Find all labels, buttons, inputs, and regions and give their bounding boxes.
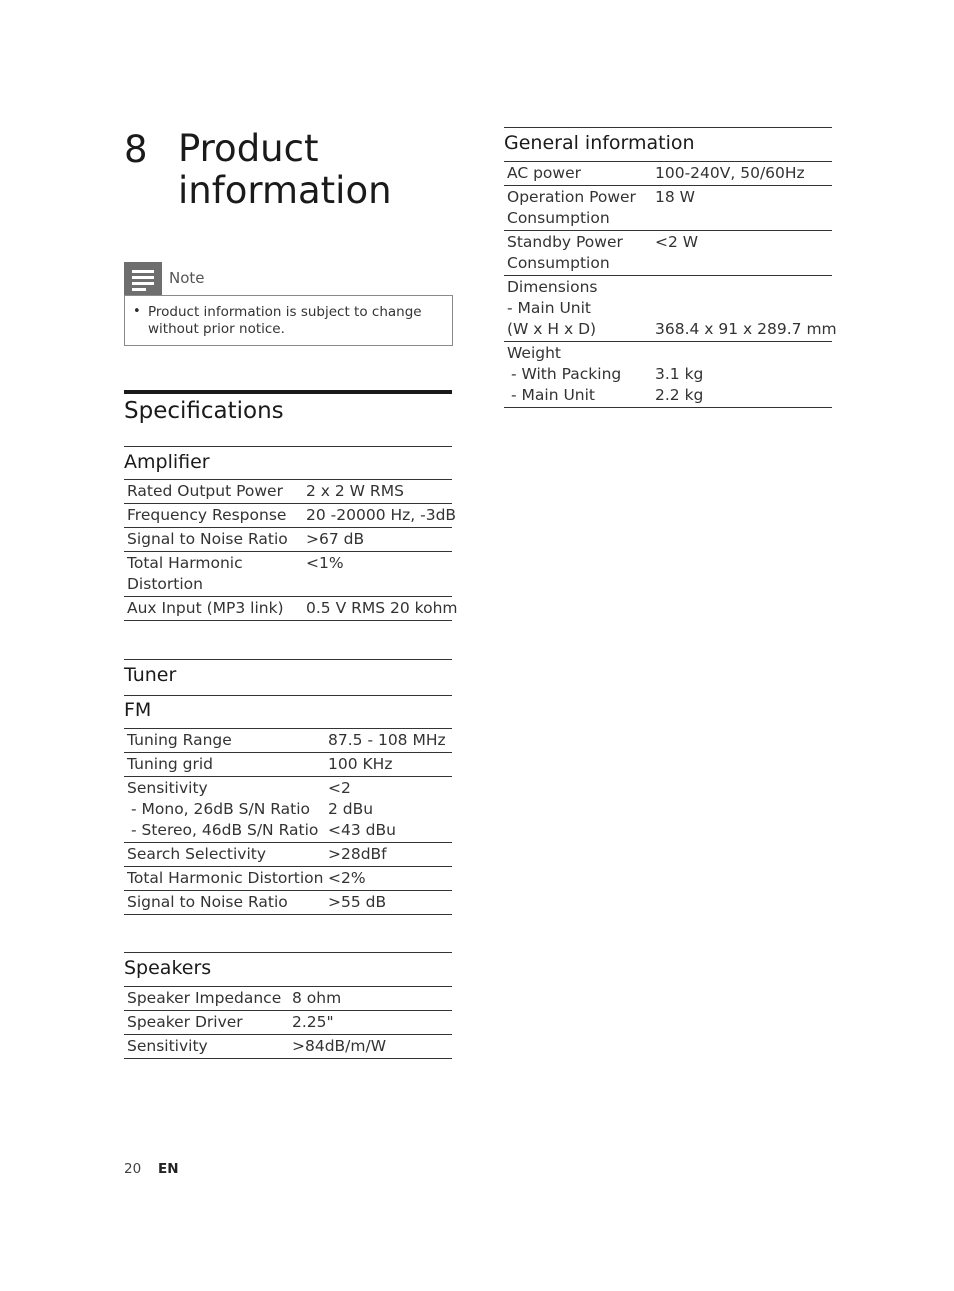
speakers-label: Sensitivity — [124, 1035, 289, 1059]
page-number: 20 — [124, 1161, 142, 1177]
amplifier-value: 0.5 V RMS 20 kohm — [303, 597, 452, 621]
general-label: AC power — [504, 162, 652, 186]
general-label: Standby Power Consumption — [504, 231, 652, 276]
speakers-heading: Speakers — [124, 952, 452, 987]
note-icon — [124, 262, 162, 296]
speakers-value: 8 ohm — [289, 987, 452, 1011]
amplifier-table — [124, 480, 458, 621]
specifications-title: Specifications — [124, 398, 284, 424]
tuner-value: >55 dB — [325, 891, 452, 915]
chapter-title — [178, 128, 478, 212]
amplifier-value: 2 x 2 W RMS — [303, 480, 452, 504]
chapter-title-line1: Product — [178, 127, 319, 170]
note-text-line1: Product information is subject to change — [148, 304, 422, 320]
note-box — [124, 295, 453, 346]
amplifier-label: Rated Output Power — [124, 480, 303, 504]
general-heading: General information — [504, 127, 832, 162]
tuner-label: Search Selectivity — [124, 843, 325, 867]
tuner-value: <2% — [325, 867, 452, 891]
table-row — [504, 342, 832, 408]
tuner-label: Tuning Range — [124, 729, 325, 753]
table-row — [124, 867, 452, 891]
table-row — [124, 552, 452, 597]
table-row — [504, 276, 832, 342]
chapter-number: 8 — [124, 128, 148, 171]
note-text — [148, 304, 438, 338]
note-bullet: • — [133, 304, 141, 319]
table-row — [124, 729, 452, 753]
chapter-title-line2: information — [178, 169, 392, 212]
table-row — [124, 480, 452, 504]
table-row — [504, 186, 832, 231]
general-label: Dimensions - Main Unit (W x H x D) — [504, 276, 652, 342]
general-value: 100-240V, 50/60Hz — [652, 162, 832, 186]
amplifier-value: 20 -20000 Hz, -3dB — [303, 504, 452, 528]
table-row — [124, 597, 452, 621]
speakers-table — [124, 987, 452, 1059]
tuner-value: 100 KHz — [325, 753, 452, 777]
note-label: Note — [169, 269, 205, 287]
language-code: EN — [158, 1161, 179, 1177]
amplifier-label: Aux Input (MP3 link) — [124, 597, 303, 621]
speakers-label: Speaker Driver — [124, 1011, 289, 1035]
specifications-rule — [124, 390, 452, 394]
tuner-table — [124, 729, 452, 915]
table-row — [124, 1035, 452, 1059]
amplifier-value: <1% — [303, 552, 452, 597]
tuner-heading: Tuner — [124, 659, 452, 696]
fm-subheading: FM — [124, 696, 452, 729]
amplifier-heading: Amplifier — [124, 446, 452, 480]
tuner-label: Signal to Noise Ratio — [124, 891, 325, 915]
amplifier-label: Total Harmonic Distortion — [124, 552, 303, 597]
general-label: Operation Power Consumption — [504, 186, 652, 231]
amplifier-label: Signal to Noise Ratio — [124, 528, 303, 552]
table-row — [124, 891, 452, 915]
table-row — [124, 1011, 452, 1035]
table-row — [504, 162, 832, 186]
tuner-value: <2 2 dBu <43 dBu — [325, 777, 452, 843]
tuner-label: Sensitivity - Mono, 26dB S/N Ratio - Stereo, 46dB S/N Ratio — [124, 777, 325, 843]
table-row — [124, 528, 452, 552]
speakers-value: >84dB/m/W — [289, 1035, 452, 1059]
table-row — [124, 777, 452, 843]
speakers-value: 2.25" — [289, 1011, 452, 1035]
tuner-value: 87.5 - 108 MHz — [325, 729, 452, 753]
general-value: 3.1 kg 2.2 kg — [652, 342, 832, 408]
table-row — [124, 843, 452, 867]
table-row — [124, 987, 452, 1011]
note-text-line2: without prior notice. — [148, 321, 285, 337]
table-row — [504, 231, 832, 276]
general-value: <2 W — [652, 231, 832, 276]
table-row — [124, 753, 452, 777]
general-value: 18 W — [652, 186, 832, 231]
tuner-value: >28dBf — [325, 843, 452, 867]
amplifier-label: Frequency Response — [124, 504, 303, 528]
general-table — [504, 162, 837, 408]
general-value: 368.4 x 91 x 289.7 mm — [652, 276, 832, 342]
tuner-label: Tuning grid — [124, 753, 325, 777]
table-row — [124, 504, 452, 528]
speakers-label: Speaker Impedance — [124, 987, 289, 1011]
amplifier-value: >67 dB — [303, 528, 452, 552]
general-label: Weight - With Packing - Main Unit — [504, 342, 652, 408]
tuner-label: Total Harmonic Distortion — [124, 867, 325, 891]
